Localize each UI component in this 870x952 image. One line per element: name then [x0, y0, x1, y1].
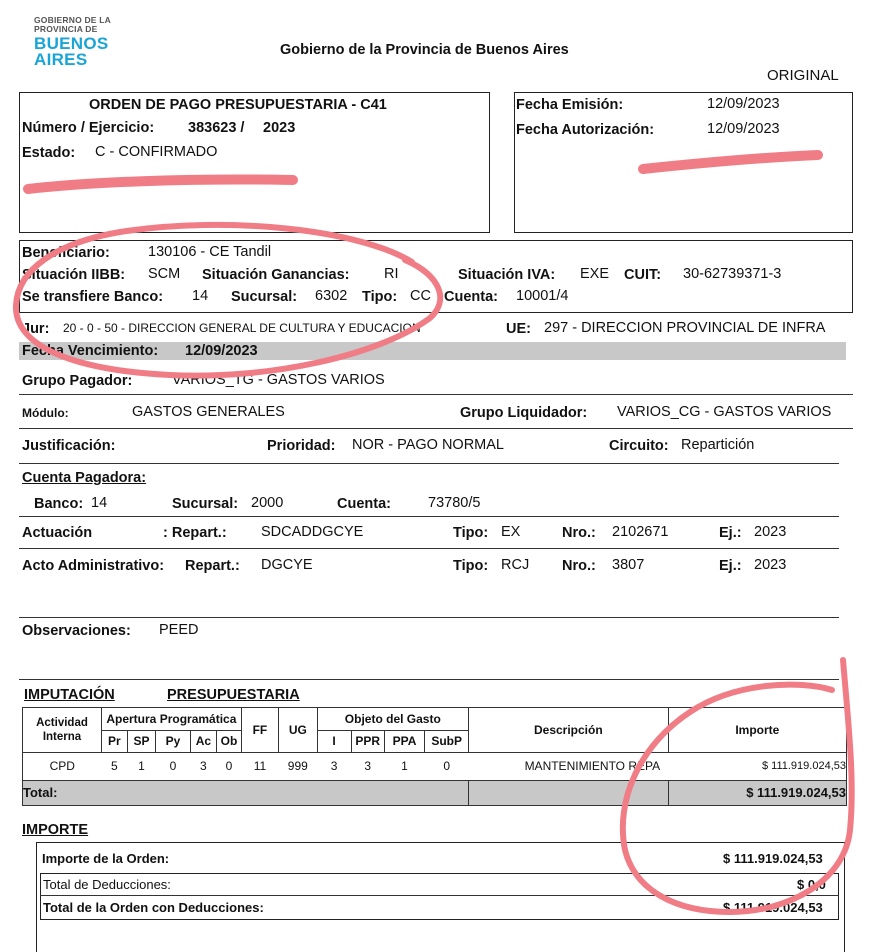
cell-descripcion: MANTENIMIENTO REPA [524, 759, 661, 774]
divider [40, 895, 839, 896]
acto-label: Acto Administrativo: [22, 558, 165, 574]
total-deducciones-value: $ 111.919.024,53 [723, 900, 823, 915]
page-title: Gobierno de la Provincia de Buenos Aires [280, 42, 569, 58]
banco-label: Banco: [34, 496, 84, 512]
cuit-value: 30-62739371-3 [683, 266, 782, 282]
actuacion-repart-label: : Repart.: [163, 525, 227, 541]
header-actividad: Actividad Interna [23, 708, 102, 753]
header-ppa: PPA [384, 731, 425, 753]
importe-orden-value: $ 111.919.024,53 [723, 851, 823, 866]
sucursal-transfer-label: Sucursal: [231, 289, 298, 305]
emision-value: 12/09/2023 [707, 96, 780, 112]
header-py: Py [156, 731, 190, 753]
header-descripcion: Descripción [469, 708, 669, 753]
estado-value: C - CONFIRMADO [95, 144, 218, 160]
logo-line-1: GOBIERNO DE LA [34, 15, 111, 25]
acto-tipo-value: RCJ [501, 557, 530, 573]
justificacion-label: Justificación: [22, 438, 116, 454]
emision-label: Fecha Emisión: [516, 97, 624, 113]
iva-label: Situación IVA: [458, 267, 556, 283]
circuito-value: Repartición [681, 437, 755, 453]
deducciones-label: Total de Deducciones: [43, 877, 171, 892]
vencimiento-label: Fecha Vencimiento: [22, 343, 159, 359]
actuacion-ej-value: 2023 [754, 524, 787, 540]
acto-repart-label: Repart.: [185, 558, 240, 574]
sucursal-transfer-value: 6302 [315, 288, 348, 304]
grupo-pagador-label: Grupo Pagador: [22, 373, 133, 389]
modulo-value: GASTOS GENERALES [132, 404, 285, 420]
tipo-transfer-label: Tipo: [362, 289, 398, 305]
estado-label: Estado: [22, 145, 76, 161]
autorizacion-label: Fecha Autorización: [516, 122, 655, 138]
divider [19, 516, 839, 517]
cell-ob: 0 [225, 759, 233, 774]
actuacion-ej-label: Ej.: [719, 525, 742, 541]
header-apertura: Apertura Programática [101, 708, 241, 731]
logo-line-3: BUENOS [34, 34, 109, 53]
divider [19, 679, 839, 680]
jur-value: 20 - 0 - 50 - DIRECCION GENERAL DE CULTURA Y EDUCACION [63, 321, 421, 335]
tipo-transfer-value: CC [410, 288, 431, 304]
iibb-value: SCM [148, 266, 181, 282]
cuenta-transfer-label: Cuenta: [444, 289, 498, 305]
divider [19, 394, 853, 395]
cuenta-pagadora-title: Cuenta Pagadora: [22, 470, 147, 486]
total-value: $ 111.919.024,53 [668, 780, 846, 805]
total-deducciones-label: Total de la Orden con Deducciones: [43, 900, 264, 915]
ganancias-label: Situación Ganancias: [202, 267, 350, 283]
cuenta-value: 73780/5 [428, 495, 481, 511]
header-i: I [317, 731, 351, 753]
cell-i: 3 [330, 759, 338, 774]
actuacion-repart-value: SDCADDGCYE [261, 524, 364, 540]
presupuestaria-title: PRESUPUESTARIA [167, 687, 300, 703]
logo-line-4: AIRES [34, 50, 88, 69]
cell-pr: 5 [110, 759, 118, 774]
importe-title: IMPORTE [22, 822, 89, 838]
acto-repart-value: DGCYE [261, 557, 313, 573]
imputacion-title: IMPUTACIÓN [24, 687, 115, 703]
acto-nro-value: 3807 [612, 557, 645, 573]
jur-label: Jur: [22, 321, 50, 337]
order-box [19, 92, 490, 233]
vencimiento-value: 12/09/2023 [185, 343, 258, 359]
cuenta-label: Cuenta: [337, 496, 391, 512]
actuacion-nro-value: 2102671 [612, 524, 669, 540]
autorizacion-value: 12/09/2023 [707, 121, 780, 137]
cuit-label: CUIT: [624, 267, 662, 283]
divider [19, 617, 839, 618]
dates-box [514, 92, 853, 233]
iibb-label: Situación IIBB: [22, 267, 126, 283]
header-pr: Pr [101, 731, 127, 753]
actuacion-label: Actuación [22, 525, 93, 541]
cell-ug: 999 [287, 759, 308, 774]
cell-ac: 3 [200, 759, 207, 774]
sucursal-label: Sucursal: [172, 496, 239, 512]
header-ff: FF [241, 708, 278, 753]
divider [19, 428, 853, 429]
acto-tipo-label: Tipo: [453, 558, 489, 574]
actuacion-nro-label: Nro.: [562, 525, 596, 541]
table-row [23, 752, 847, 780]
banco-transfer-label: Se transfiere Banco: [22, 289, 164, 305]
ue-label: UE: [506, 321, 531, 337]
banco-transfer-value: 14 [192, 288, 209, 304]
copy-label: ORIGINAL [767, 67, 839, 84]
circuito-label: Circuito: [609, 438, 669, 454]
cell-ppr: 3 [364, 759, 372, 774]
cell-subp: 0 [443, 759, 451, 774]
prioridad-label: Prioridad: [267, 438, 336, 454]
numero-value: 383623 / [188, 120, 245, 136]
deducciones-value: $ 0,0 [797, 877, 826, 892]
beneficiario-value: 130106 - CE Tandil [148, 244, 272, 260]
imputacion-table [22, 707, 847, 806]
total-label: Total: [23, 780, 469, 805]
grupo-pagador-value: VARIOS_TG - GASTOS VARIOS [172, 372, 385, 388]
observaciones-label: Observaciones: [22, 623, 131, 639]
liquidador-value: VARIOS_CG - GASTOS VARIOS [617, 404, 832, 420]
header-subp: SubP [425, 731, 469, 753]
cell-ff: 11 [253, 759, 267, 774]
acto-ej-label: Ej.: [719, 558, 742, 574]
ue-value: 297 - DIRECCION PROVINCIAL DE INFRA [544, 320, 826, 336]
sucursal-value: 2000 [251, 495, 284, 511]
numero-label: Número / Ejercicio: [22, 120, 155, 136]
header-objeto: Objeto del Gasto [317, 708, 469, 731]
header-sp: SP [127, 731, 156, 753]
observaciones-value: PEED [159, 622, 199, 638]
banco-value: 14 [91, 495, 108, 511]
order-title: ORDEN DE PAGO PRESUPUESTARIA - C41 [89, 97, 387, 113]
cell-ppa: 1 [401, 759, 408, 774]
actuacion-tipo-value: EX [501, 524, 521, 540]
cell-sp: 1 [138, 759, 145, 774]
liquidador-label: Grupo Liquidador: [460, 405, 588, 421]
header-ppr: PPR [351, 731, 384, 753]
header-ob: Ob [217, 731, 242, 753]
modulo-label: Módulo: [22, 406, 69, 420]
header-importe: Importe [668, 708, 846, 753]
cell-py: 0 [169, 759, 177, 774]
logo-line-2: PROVINCIA DE [34, 24, 98, 34]
prioridad-value: NOR - PAGO NORMAL [352, 437, 504, 453]
ganancias-value: RI [384, 266, 399, 282]
acto-ej-value: 2023 [754, 557, 787, 573]
divider [19, 548, 839, 549]
cell-importe: $ 111.919.024,53 [668, 752, 846, 780]
beneficiario-label: Beneficiario: [22, 245, 110, 261]
cell-actividad: CPD [23, 752, 102, 780]
acto-nro-label: Nro.: [562, 558, 596, 574]
divider [19, 463, 839, 464]
cuenta-transfer-value: 10001/4 [516, 288, 569, 304]
ejercicio-value: 2023 [263, 120, 296, 136]
header-ug: UG [279, 708, 317, 753]
header-ac: Ac [190, 731, 217, 753]
importe-orden-label: Importe de la Orden: [42, 851, 170, 866]
actuacion-tipo-label: Tipo: [453, 525, 489, 541]
iva-value: EXE [580, 266, 610, 282]
